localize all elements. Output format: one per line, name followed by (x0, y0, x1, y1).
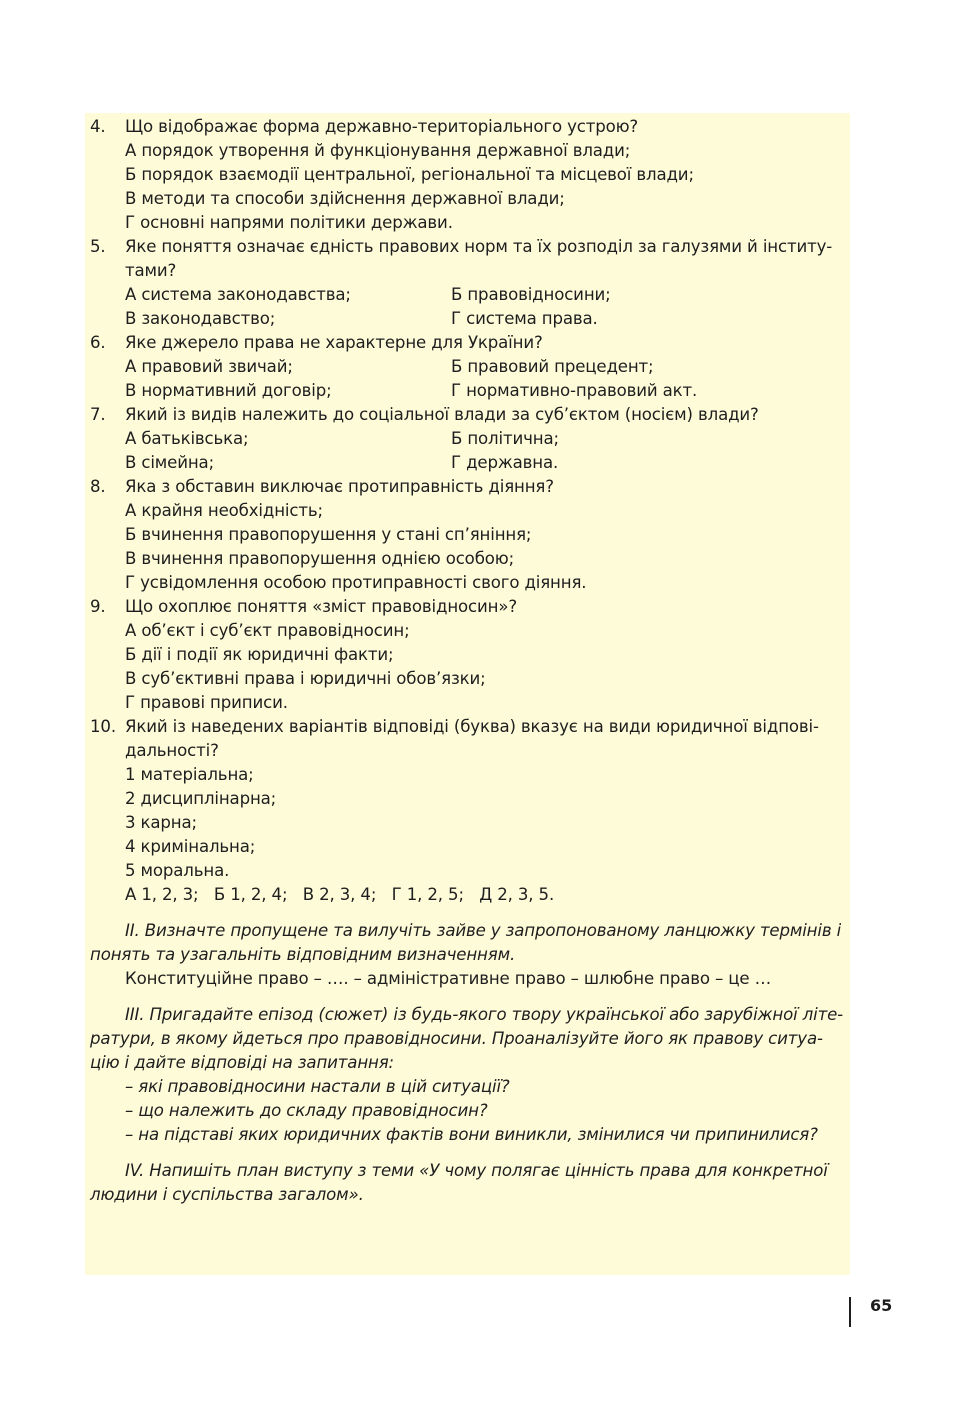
option: Г правові приписи. (125, 693, 288, 712)
question-number: 5. (90, 237, 106, 256)
question-text: Яке джерело права не характерне для України? (125, 333, 543, 352)
option: 5 моральна. (125, 861, 230, 880)
task-3-line-2: ратури, в якому йдеться про правовідносини. Проаналізуйте його як правову ситуа- (90, 1029, 823, 1048)
question-7 (90, 403, 850, 427)
option: 4 кримінальна; (125, 837, 256, 856)
task-4 (90, 1159, 850, 1207)
option: Б дії і події як юридичні факти; (125, 645, 394, 664)
option: В вчинення правопорушення однією особою; (125, 549, 515, 568)
question-text-line-2: дальності? (125, 741, 219, 760)
question-4 (90, 115, 850, 139)
question-9-options (90, 619, 850, 715)
question-text: Що відображає форма державно-територіального устрою? (125, 117, 639, 136)
task-3 (90, 1003, 850, 1147)
option: Г державна. (451, 453, 559, 472)
question-4-options (90, 139, 850, 235)
option: Б вчинення правопорушення у стані сп’яніння; (125, 525, 532, 544)
question-text-line-2: тами? (125, 261, 177, 280)
option: А порядок утворення й функціонування державної влади; (125, 141, 631, 160)
option: Г нормативно-правовий акт. (451, 381, 698, 400)
question-10-options (90, 763, 850, 907)
option: А система законодавства; (125, 285, 351, 304)
task-3-bullet: – які правовідносини настали в цій ситуації? (125, 1077, 510, 1096)
option: Б правовідносини; (451, 285, 611, 304)
option: А об’єкт і суб’єкт правовідносин; (125, 621, 410, 640)
option: 1 матеріальна; (125, 765, 254, 784)
option: В нормативний договір; (125, 381, 332, 400)
question-number: 8. (90, 477, 106, 496)
option: Г система права. (451, 309, 598, 328)
question-5-options (90, 283, 850, 331)
question-number: 7. (90, 405, 106, 424)
question-text: Який із видів належить до соціальної влади за суб’єктом (носієм) влади? (125, 405, 759, 424)
exercise-content (90, 115, 850, 1207)
question-text: Яка з обставин виключає протиправність діяння? (125, 477, 554, 496)
option: Г усвідомлення особою протиправності свого діяння. (125, 573, 587, 592)
option: 3 карна; (125, 813, 197, 832)
task-2-line-1: II. Визначте пропущене та вилучіть зайве у запропонованому ланцюжку термінів і (125, 921, 842, 940)
option: В законодавство; (125, 309, 276, 328)
option: Б порядок взаємодії центральної, регіональної та місцевої влади; (125, 165, 694, 184)
question-text: Що охоплює поняття «зміст правовідносин»? (125, 597, 518, 616)
task-2 (90, 919, 850, 991)
question-number: 4. (90, 117, 106, 136)
question-7-options (90, 427, 850, 475)
page-number-rule (849, 1297, 851, 1327)
question-5 (90, 235, 850, 283)
option: А правовий звичай; (125, 357, 293, 376)
question-6-options (90, 355, 850, 403)
question-number: 6. (90, 333, 106, 352)
answer-choices: А 1, 2, 3; Б 1, 2, 4; В 2, 3, 4; Г 1, 2, 5; Д 2, 3, 5. (125, 885, 555, 904)
option: 2 дисциплінарна; (125, 789, 277, 808)
task-3-line-3: цію і дайте відповіді на запитання: (90, 1053, 394, 1072)
task-4-line-2: людини і суспільства загалом». (90, 1185, 364, 1204)
question-number: 9. (90, 597, 106, 616)
option: Б політична; (451, 429, 559, 448)
option: В суб’єктивні права і юридичні обов’язки; (125, 669, 486, 688)
task-3-line-1: III. Пригадайте епізод (сюжет) із будь-якого твору української або зарубіжної літе- (125, 1005, 843, 1024)
page-number: 65 (870, 1296, 893, 1315)
option: А батьківська; (125, 429, 249, 448)
option: Б правовий прецедент; (451, 357, 654, 376)
question-text-line-1: Яке поняття означає єдність правових норм та їх розподіл за галузями й інститу- (125, 237, 833, 256)
question-8-options (90, 499, 850, 595)
task-2-line-2: понять та узагальніть відповідним визначенням. (90, 945, 516, 964)
question-number: 10. (90, 717, 116, 736)
option: В методи та способи здійснення державної влади; (125, 189, 565, 208)
question-text-line-1: Який із наведених варіантів відповіді (буква) вказує на види юридичної відпові- (125, 717, 819, 736)
question-9 (90, 595, 850, 619)
task-2-chain: Конституційне право – …. – адміністративне право – шлюбне право – це … (125, 969, 772, 988)
task-4-line-1: IV. Напишіть план виступу з теми «У чому полягає цінність права для конкретної (125, 1161, 828, 1180)
question-8 (90, 475, 850, 499)
question-6 (90, 331, 850, 355)
task-3-bullet: – на підставі яких юридичних фактів вони виникли, змінилися чи припинилися? (125, 1125, 818, 1144)
question-10 (90, 715, 850, 763)
option: А крайня необхідність; (125, 501, 323, 520)
option: В сімейна; (125, 453, 215, 472)
task-3-bullet: – що належить до складу правовідносин? (125, 1101, 488, 1120)
option: Г основні напрями політики держави. (125, 213, 453, 232)
